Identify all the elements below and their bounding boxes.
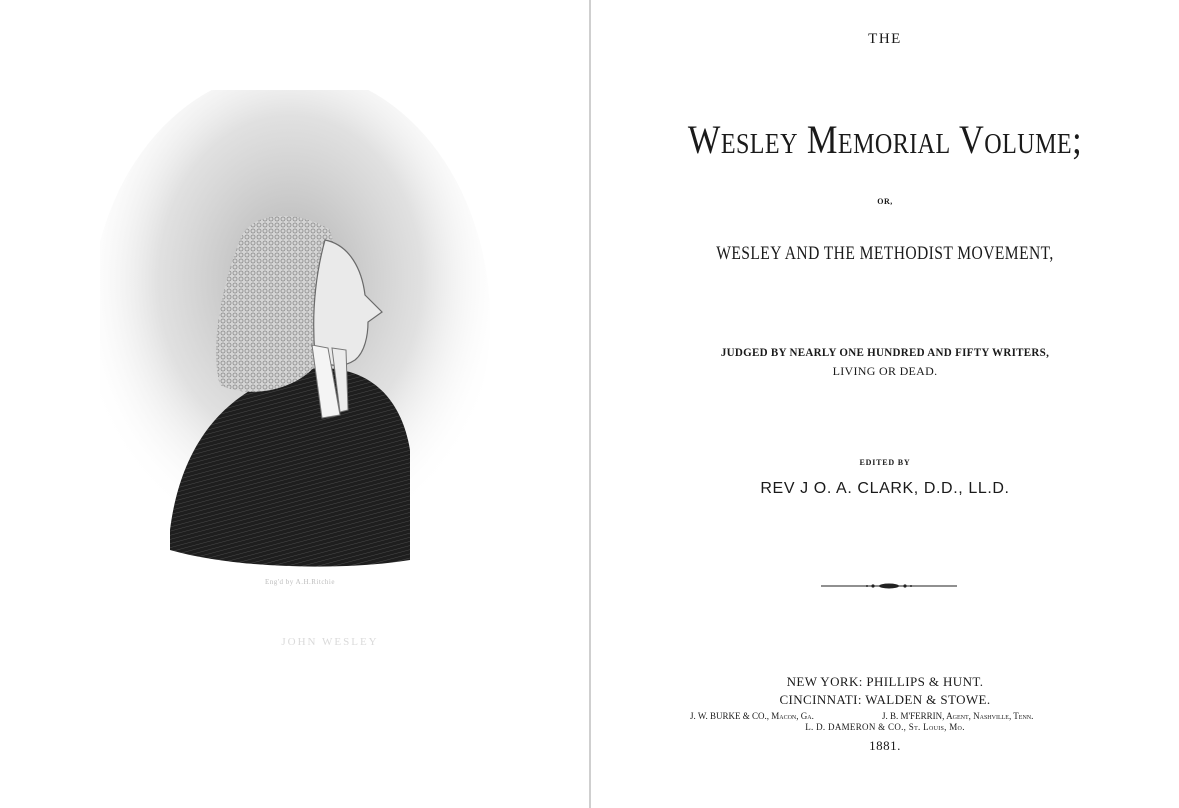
edited-by-label: EDITED BY — [859, 458, 911, 467]
book-subtitle: WESLEY AND THE METHODIST MOVEMENT, — [716, 243, 1054, 264]
judged-line-1: JUDGED BY NEARLY ONE HUNDRED AND FIFTY WRITERS, — [720, 345, 1050, 359]
left-page-frontispiece — [0, 0, 589, 808]
right-page-title — [591, 0, 1179, 808]
publisher-line-2: CINCINNATI: WALDEN & STOWE. — [779, 692, 991, 707]
wesley-portrait-engraving-icon — [100, 90, 500, 690]
rule-ornament-icon — [821, 580, 957, 592]
plate-caption: JOHN WESLEY — [281, 636, 379, 648]
judged-line-2: LIVING OR DEAD. — [832, 364, 938, 378]
publisher-line-1: NEW YORK: PHILLIPS & HUNT. — [786, 674, 984, 689]
agent-dameron: L. D. DAMERON & CO., St. Louis, Mo. — [805, 722, 965, 732]
title-or: OR, — [877, 197, 893, 206]
agent-burke: J. W. BURKE & CO., Macon, Ga. — [690, 711, 814, 721]
editor-name: REV J O. A. CLARK, D.D., LL.D. — [760, 480, 1010, 497]
book-title: Wesley Memorial Volume; — [687, 117, 1083, 162]
engraver-credit: Eng'd by A.H.Ritchie — [265, 578, 335, 586]
title-article: THE — [868, 31, 902, 47]
agent-mferrin: J. B. M'FERRIN, Agent, Nashville, Tenn. — [882, 711, 1034, 721]
publication-year: 1881. — [869, 738, 901, 753]
